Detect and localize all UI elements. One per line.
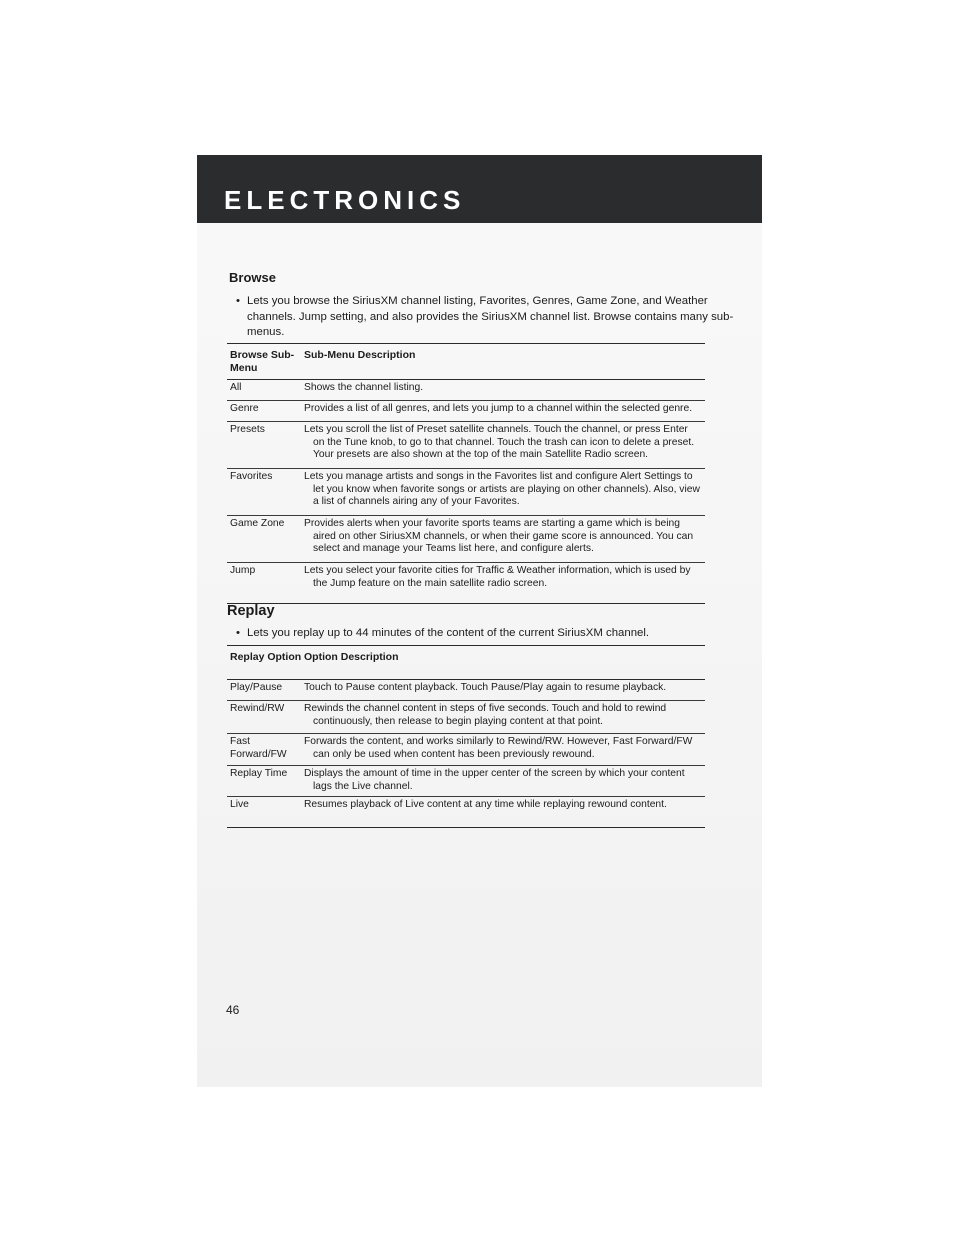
table-cell <box>304 680 705 700</box>
table-cell: Live <box>230 799 249 810</box>
table-row <box>227 765 705 796</box>
table-cell: Presets <box>230 424 265 435</box>
browse-bullet-text: Lets you browse the SiriusXM channel listing, Favorites, Genres, Game Zone, and Weather channels. Jump setting, and also provides the SiriusXM channel list. Browse contains many sub-menus. <box>247 295 734 338</box>
bullet-dot: • <box>236 295 240 307</box>
table-cell <box>304 797 705 827</box>
table-row <box>227 680 705 700</box>
table-row <box>227 400 705 421</box>
cell-text: Touch to Pause content playback. Touch Pause/Play again to resume playback. <box>304 682 667 693</box>
browse-submenu-table <box>227 343 705 604</box>
table-row <box>227 380 705 400</box>
table-cell <box>304 422 705 468</box>
table-cell: Replay Time <box>230 768 288 779</box>
table-cell: Game Zone <box>230 518 285 529</box>
replay-option-table <box>227 645 705 828</box>
replay-bullet <box>229 626 737 642</box>
table-header-row <box>227 646 705 680</box>
table-row <box>227 700 705 733</box>
manual-page <box>197 155 762 1087</box>
column-header: Option Description <box>304 651 399 663</box>
table-cell: Rewind/RW <box>230 703 285 714</box>
table-cell: Genre <box>230 403 259 414</box>
cell-text: Resumes playback of Live content at any time while replaying rewound content. <box>304 799 667 810</box>
cell-text: Lets you select your favorite cities for Traffic & Weather information, which is used by the Jump feature on the main satellite radio screen. <box>304 565 691 589</box>
table-cell: Jump <box>230 565 256 576</box>
table-cell <box>304 469 705 515</box>
cell-text: Provides a list of all genres, and lets you jump to a channel within the selected genre. <box>304 403 693 414</box>
table-row <box>227 468 705 515</box>
table-cell <box>304 563 705 603</box>
table-cell <box>304 766 705 796</box>
table-cell <box>304 701 705 733</box>
table-row <box>227 796 705 827</box>
cell-text: Lets you scroll the list of Preset satellite channels. Touch the channel, or press Enter on the Tune knob, to go to that channel. Touch the trash can icon to delete a preset. Your presets are also shown at the top of the main Satellite Radio screen. <box>304 424 695 460</box>
table-cell: Play/Pause <box>230 682 283 693</box>
bullet-dot: • <box>236 627 240 639</box>
table-row <box>227 515 705 562</box>
column-header: Browse Sub-Menu <box>230 349 295 374</box>
cell-text: Forwards the content, and works similarly to Rewind/RW. However, Fast Forward/FW can only be used when content has been previously rewound. <box>304 736 693 760</box>
table-header-row <box>227 344 705 380</box>
table-row <box>227 733 705 765</box>
replay-bullet-text: Lets you replay up to 44 minutes of the content of the current SiriusXM channel. <box>247 627 650 639</box>
table-cell <box>304 516 705 562</box>
section-header-band <box>197 155 762 223</box>
table-cell: Favorites <box>230 471 273 482</box>
section-title: ELECTRONICS <box>224 185 466 215</box>
column-header: Sub-Menu Description <box>304 349 416 361</box>
cell-text: Lets you manage artists and songs in the Favorites list and configure Alert Settings to let you know when favorite songs or artists are playing on other channels). Also, view a list of channels airing any of your Favorites. <box>304 471 700 507</box>
column-header: Replay Option <box>230 651 302 663</box>
cell-text: Shows the channel listing. <box>304 382 424 393</box>
table-cell <box>304 401 705 421</box>
table-row <box>227 562 705 603</box>
browse-heading: Browse <box>229 270 276 285</box>
cell-text: Displays the amount of time in the upper center of the screen by which your content lags the Live channel. <box>304 768 685 792</box>
table-row <box>227 421 705 468</box>
cell-text: Provides alerts when your favorite sports teams are starting a game which is being aired on other SiriusXM channels, or when their game score is announced. You can select and manage your Teams list here, and configure alerts. <box>304 518 694 554</box>
table-cell: All <box>230 382 242 393</box>
replay-heading: Replay <box>227 603 275 619</box>
cell-text: Rewinds the channel content in steps of five seconds. Touch and hold to rewind continuously, then release to begin playing content at that point. <box>304 703 667 727</box>
table-cell <box>304 734 705 765</box>
page-number: 46 <box>226 1003 240 1017</box>
table-cell: Fast Forward/FW <box>230 736 287 760</box>
table-cell <box>304 380 705 400</box>
browse-bullet <box>229 294 737 341</box>
